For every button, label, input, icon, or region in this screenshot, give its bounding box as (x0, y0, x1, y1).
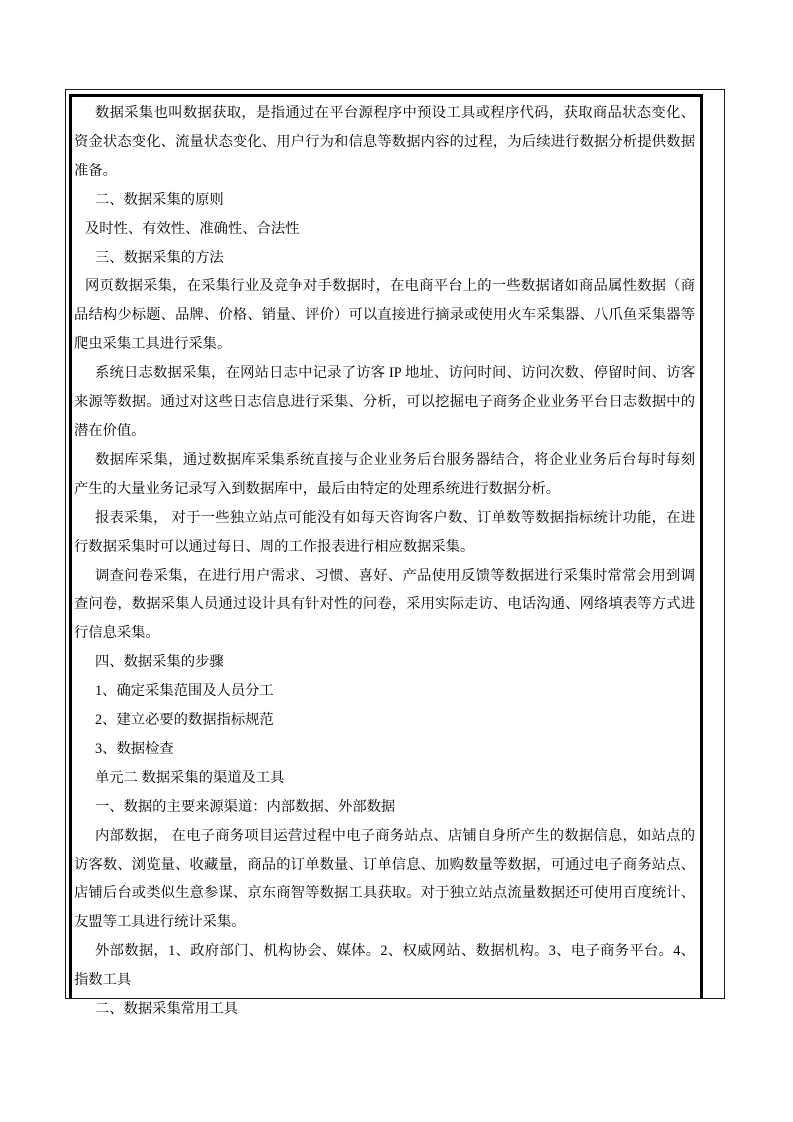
paragraph: 数据采集也叫数据获取，是指通过在平台源程序中预设工具或程序代码，获取商品状态变化、资金状态变化、流量状态变化、用户行为和信息等数据内容的过程，为后续进行数据分析提供数据准备。 (74, 105, 695, 179)
paragraph: 数据库采集，通过数据库采集系统直接与企业业务后台服务器结合，将企业业务后台每时每刻产生的大量业务记录写入到数据库中，最后由特定的处理系统进行数据分析。 (74, 451, 695, 497)
paragraph: 二、数据采集常用工具 (95, 1001, 238, 1018)
content-cell (69, 94, 703, 1018)
paragraph: 3、数据检查 (95, 740, 174, 757)
paragraph: 内部数据， 在电子商务项目运营过程中电子商务站点、店铺自身所产生的数据信息，如站点的访客数、浏览量、收藏量，商品的订单数量、订单信息、加购数量等数据，可通过电子商务站点、店铺后台或类似生意参谋、京东商智等数据工具获取。对于独立站点流量数据还可使用百度统计、友盟等工具进行统计采集。 (74, 827, 695, 931)
paragraph: 1、确定采集范围及人员分工 (95, 683, 274, 700)
notes-column-empty (703, 90, 724, 998)
paragraph: 报表采集， 对于一些独立站点可能没有如每天咨询客户数、订单数等数据指标统计功能，在进行数据采集时可以通过每日、周的工作报表进行相应数据采集。 (74, 509, 695, 555)
paragraph: 三、数据采集的方法 (95, 249, 224, 266)
paragraph: 调查问卷采集，在进行用户需求、习惯、喜好、产品使用反馈等数据进行采集时常常会用到调查问卷，数据采集人员通过设计具有针对性的问卷，采用实际走访、电话沟通、网络填表等方式进行信息采集。 (74, 567, 695, 642)
paragraph: 2、建立必要的数据指标规范 (95, 712, 274, 729)
lesson-plan-table (65, 89, 725, 1018)
paragraph: 四、数据采集的步骤 (95, 654, 224, 671)
paragraph: 系统日志数据采集，在网站日志中记录了访客 IP 地址、访问时间、访问次数、停留时间、访客来源等数据。通过对这些日志信息进行采集、分析，可以挖掘电子商务企业业务平台日志数据中的潜在价值。 (74, 365, 695, 439)
paragraph: 外部数据，1、政府部门、机构协会、媒体。2、权威网站、数据机构。3、电子商务平台。4、指数工具 (74, 943, 695, 989)
paragraph: 网页数据采集，在采集行业及竞争对手数据时，在电商平台上的一些数据诸如商品属性数据（商品结构少标题、品牌、价格、销量、评价）可以直接进行摘录或使用火车采集器、八爪鱼采集器等爬虫采集工具进行采集。 (74, 278, 695, 353)
paragraph: 单元二 数据采集的渠道及工具 (95, 769, 285, 786)
paragraph: 及时性、有效性、准确性、合法性 (85, 220, 300, 237)
paragraph: 二、数据采集的原则 (95, 191, 224, 208)
paragraph: 一、数据的主要来源渠道：内部数据、外部数据 (95, 798, 396, 815)
